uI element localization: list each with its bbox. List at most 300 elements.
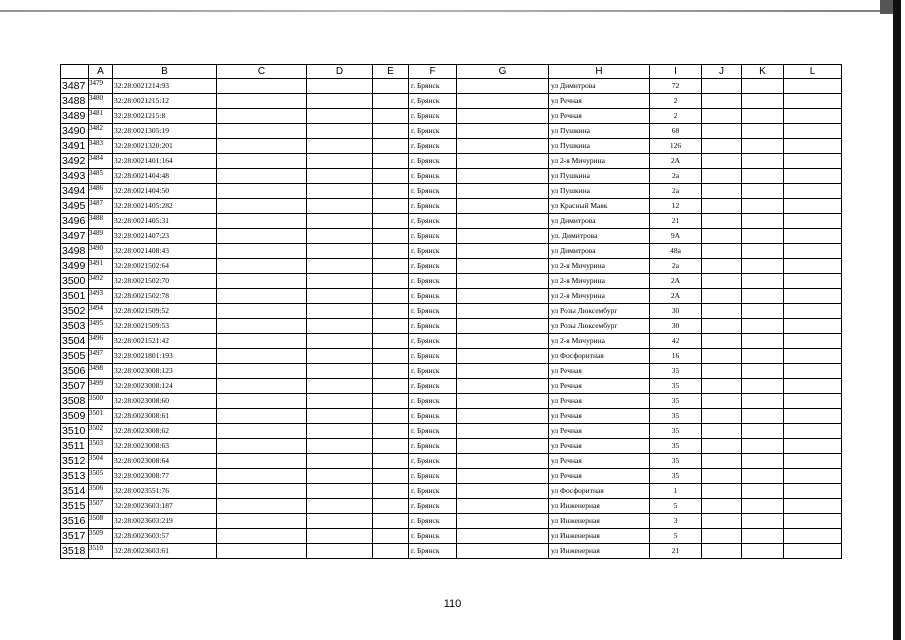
- cell-empty[interactable]: [217, 94, 307, 109]
- column-header[interactable]: G: [457, 65, 549, 79]
- cell-empty[interactable]: [784, 289, 842, 304]
- cell-empty[interactable]: [373, 244, 409, 259]
- cell-empty[interactable]: [373, 304, 409, 319]
- cell-house[interactable]: 2а: [650, 259, 702, 274]
- row-number[interactable]: 3510: [61, 424, 89, 439]
- cell-cadastral-number[interactable]: 32:28:0023008:64: [113, 454, 217, 469]
- cell-empty[interactable]: [702, 274, 742, 289]
- cell-empty[interactable]: [307, 229, 373, 244]
- cell-empty[interactable]: [307, 154, 373, 169]
- column-header[interactable]: E: [373, 65, 409, 79]
- cell-empty[interactable]: [307, 379, 373, 394]
- cell-cadastral-number[interactable]: 32:28:0021405:31: [113, 214, 217, 229]
- cell-empty[interactable]: [457, 514, 549, 529]
- cell-empty[interactable]: [742, 469, 784, 484]
- cell-index[interactable]: 3485: [89, 169, 113, 184]
- cell-empty[interactable]: [457, 289, 549, 304]
- cell-empty[interactable]: [742, 529, 784, 544]
- cell-index[interactable]: 3488: [89, 214, 113, 229]
- cell-empty[interactable]: [742, 274, 784, 289]
- cell-index[interactable]: 3481: [89, 109, 113, 124]
- column-header[interactable]: B: [113, 65, 217, 79]
- cell-empty[interactable]: [307, 94, 373, 109]
- cell-empty[interactable]: [457, 169, 549, 184]
- cell-empty[interactable]: [217, 334, 307, 349]
- cell-empty[interactable]: [217, 409, 307, 424]
- cell-street[interactable]: ул Пушкина: [549, 139, 650, 154]
- cell-street[interactable]: ул Пушкина: [549, 184, 650, 199]
- cell-city[interactable]: г. Брянск: [409, 424, 457, 439]
- cell-index[interactable]: 3500: [89, 394, 113, 409]
- cell-empty[interactable]: [742, 319, 784, 334]
- cell-index[interactable]: 3507: [89, 499, 113, 514]
- cell-street[interactable]: ул Инженерная: [549, 544, 650, 559]
- cell-city[interactable]: г. Брянск: [409, 319, 457, 334]
- cell-empty[interactable]: [217, 484, 307, 499]
- cell-street[interactable]: ул Фосфоритная: [549, 349, 650, 364]
- cell-empty[interactable]: [217, 109, 307, 124]
- cell-city[interactable]: г. Брянск: [409, 124, 457, 139]
- cell-city[interactable]: г. Брянск: [409, 514, 457, 529]
- cell-house[interactable]: 35: [650, 379, 702, 394]
- cell-empty[interactable]: [373, 229, 409, 244]
- cell-index[interactable]: 3480: [89, 94, 113, 109]
- row-number[interactable]: 3514: [61, 484, 89, 499]
- cell-street[interactable]: ул Речная: [549, 469, 650, 484]
- cell-empty[interactable]: [373, 94, 409, 109]
- cell-empty[interactable]: [784, 94, 842, 109]
- cell-cadastral-number[interactable]: 32:28:0023008:61: [113, 409, 217, 424]
- cell-empty[interactable]: [784, 544, 842, 559]
- cell-empty[interactable]: [742, 364, 784, 379]
- cell-empty[interactable]: [217, 199, 307, 214]
- cell-house[interactable]: 126: [650, 139, 702, 154]
- cell-city[interactable]: г. Брянск: [409, 109, 457, 124]
- cell-index[interactable]: 3490: [89, 244, 113, 259]
- column-header[interactable]: A: [89, 65, 113, 79]
- cell-empty[interactable]: [702, 454, 742, 469]
- row-number[interactable]: 3499: [61, 259, 89, 274]
- cell-city[interactable]: г. Брянск: [409, 289, 457, 304]
- cell-empty[interactable]: [784, 499, 842, 514]
- cell-index[interactable]: 3498: [89, 364, 113, 379]
- cell-house[interactable]: 21: [650, 214, 702, 229]
- cell-city[interactable]: г. Брянск: [409, 454, 457, 469]
- cell-city[interactable]: г. Брянск: [409, 184, 457, 199]
- cell-cadastral-number[interactable]: 32:28:0021215:8: [113, 109, 217, 124]
- cell-empty[interactable]: [742, 229, 784, 244]
- row-number[interactable]: 3495: [61, 199, 89, 214]
- cell-index[interactable]: 3502: [89, 424, 113, 439]
- cell-house[interactable]: 35: [650, 454, 702, 469]
- cell-empty[interactable]: [373, 334, 409, 349]
- cell-house[interactable]: 2А: [650, 154, 702, 169]
- cell-city[interactable]: г. Брянск: [409, 394, 457, 409]
- cell-empty[interactable]: [457, 379, 549, 394]
- row-number[interactable]: 3492: [61, 154, 89, 169]
- cell-empty[interactable]: [217, 499, 307, 514]
- cell-city[interactable]: г. Брянск: [409, 139, 457, 154]
- cell-cadastral-number[interactable]: 32:28:0023008:77: [113, 469, 217, 484]
- cell-empty[interactable]: [307, 244, 373, 259]
- row-number[interactable]: 3511: [61, 439, 89, 454]
- cell-cadastral-number[interactable]: 32:28:0021509:53: [113, 319, 217, 334]
- cell-empty[interactable]: [307, 124, 373, 139]
- cell-empty[interactable]: [702, 349, 742, 364]
- cell-city[interactable]: г. Брянск: [409, 484, 457, 499]
- cell-cadastral-number[interactable]: 32:28:0023008:123: [113, 364, 217, 379]
- cell-empty[interactable]: [217, 424, 307, 439]
- cell-empty[interactable]: [702, 244, 742, 259]
- cell-empty[interactable]: [307, 364, 373, 379]
- row-number[interactable]: 3489: [61, 109, 89, 124]
- cell-empty[interactable]: [784, 79, 842, 94]
- cell-cadastral-number[interactable]: 32:28:0021404:50: [113, 184, 217, 199]
- cell-empty[interactable]: [217, 469, 307, 484]
- cell-empty[interactable]: [784, 184, 842, 199]
- cell-index[interactable]: 3506: [89, 484, 113, 499]
- cell-empty[interactable]: [307, 529, 373, 544]
- cell-empty[interactable]: [702, 319, 742, 334]
- cell-empty[interactable]: [307, 199, 373, 214]
- row-number[interactable]: 3502: [61, 304, 89, 319]
- cell-street[interactable]: ул 2-я Мичурина: [549, 274, 650, 289]
- cell-empty[interactable]: [742, 214, 784, 229]
- row-number[interactable]: 3513: [61, 469, 89, 484]
- cell-empty[interactable]: [742, 184, 784, 199]
- cell-cadastral-number[interactable]: 32:28:0021408:43: [113, 244, 217, 259]
- cell-empty[interactable]: [457, 274, 549, 289]
- cell-empty[interactable]: [784, 439, 842, 454]
- cell-cadastral-number[interactable]: 32:28:0023603:61: [113, 544, 217, 559]
- cell-empty[interactable]: [742, 484, 784, 499]
- cell-empty[interactable]: [742, 544, 784, 559]
- cell-street[interactable]: ул 2-я Мичурина: [549, 154, 650, 169]
- cell-empty[interactable]: [457, 304, 549, 319]
- cell-street[interactable]: ул Розы Люксембург: [549, 304, 650, 319]
- cell-empty[interactable]: [742, 514, 784, 529]
- row-number[interactable]: 3497: [61, 229, 89, 244]
- cell-empty[interactable]: [217, 529, 307, 544]
- cell-empty[interactable]: [217, 154, 307, 169]
- row-number[interactable]: 3503: [61, 319, 89, 334]
- cell-city[interactable]: г. Брянск: [409, 214, 457, 229]
- cell-empty[interactable]: [784, 364, 842, 379]
- cell-empty[interactable]: [373, 139, 409, 154]
- cell-empty[interactable]: [373, 154, 409, 169]
- cell-index[interactable]: 3482: [89, 124, 113, 139]
- cell-empty[interactable]: [702, 529, 742, 544]
- cell-street[interactable]: ул Речная: [549, 394, 650, 409]
- cell-empty[interactable]: [784, 169, 842, 184]
- cell-empty[interactable]: [702, 514, 742, 529]
- cell-empty[interactable]: [742, 79, 784, 94]
- cell-empty[interactable]: [457, 319, 549, 334]
- cell-cadastral-number[interactable]: 32:28:0021214:93: [113, 79, 217, 94]
- cell-cadastral-number[interactable]: 32:28:0021320:201: [113, 139, 217, 154]
- row-number[interactable]: 3487: [61, 79, 89, 94]
- cell-empty[interactable]: [307, 499, 373, 514]
- cell-empty[interactable]: [217, 184, 307, 199]
- cell-street[interactable]: ул Речная: [549, 94, 650, 109]
- row-number[interactable]: 3509: [61, 409, 89, 424]
- cell-house[interactable]: 68: [650, 124, 702, 139]
- cell-city[interactable]: г. Брянск: [409, 244, 457, 259]
- cell-city[interactable]: г. Брянск: [409, 439, 457, 454]
- cell-empty[interactable]: [307, 79, 373, 94]
- cell-street[interactable]: ул Красный Маяк: [549, 199, 650, 214]
- cell-cadastral-number[interactable]: 32:28:0021502:70: [113, 274, 217, 289]
- cell-index[interactable]: 3484: [89, 154, 113, 169]
- row-number[interactable]: 3493: [61, 169, 89, 184]
- cell-street[interactable]: ул Речная: [549, 379, 650, 394]
- cell-empty[interactable]: [702, 484, 742, 499]
- cell-empty[interactable]: [784, 454, 842, 469]
- cell-empty[interactable]: [742, 259, 784, 274]
- cell-empty[interactable]: [702, 139, 742, 154]
- row-number[interactable]: 3498: [61, 244, 89, 259]
- cell-empty[interactable]: [373, 289, 409, 304]
- cell-empty[interactable]: [457, 79, 549, 94]
- cell-empty[interactable]: [217, 394, 307, 409]
- cell-index[interactable]: 3483: [89, 139, 113, 154]
- cell-index[interactable]: 3479: [89, 79, 113, 94]
- cell-street[interactable]: ул Пушкина: [549, 124, 650, 139]
- cell-empty[interactable]: [307, 484, 373, 499]
- cell-empty[interactable]: [784, 214, 842, 229]
- cell-empty[interactable]: [702, 154, 742, 169]
- cell-city[interactable]: г. Брянск: [409, 169, 457, 184]
- row-number[interactable]: 3488: [61, 94, 89, 109]
- cell-empty[interactable]: [307, 349, 373, 364]
- cell-empty[interactable]: [784, 274, 842, 289]
- cell-empty[interactable]: [742, 124, 784, 139]
- cell-empty[interactable]: [702, 94, 742, 109]
- cell-house[interactable]: 2А: [650, 274, 702, 289]
- cell-cadastral-number[interactable]: 32:28:0021521:42: [113, 334, 217, 349]
- column-header[interactable]: H: [549, 65, 650, 79]
- row-number[interactable]: 3490: [61, 124, 89, 139]
- row-number[interactable]: 3508: [61, 394, 89, 409]
- cell-empty[interactable]: [457, 139, 549, 154]
- cell-house[interactable]: 1: [650, 484, 702, 499]
- cell-empty[interactable]: [307, 109, 373, 124]
- cell-empty[interactable]: [457, 409, 549, 424]
- cell-empty[interactable]: [307, 259, 373, 274]
- cell-street[interactable]: ул Розы Люксембург: [549, 319, 650, 334]
- cell-empty[interactable]: [784, 469, 842, 484]
- row-number[interactable]: 3512: [61, 454, 89, 469]
- cell-city[interactable]: г. Брянск: [409, 544, 457, 559]
- cell-street[interactable]: ул Речная: [549, 454, 650, 469]
- cell-city[interactable]: г. Брянск: [409, 364, 457, 379]
- cell-city[interactable]: г. Брянск: [409, 349, 457, 364]
- cell-empty[interactable]: [457, 244, 549, 259]
- cell-empty[interactable]: [373, 124, 409, 139]
- cell-house[interactable]: 2а: [650, 184, 702, 199]
- cell-cadastral-number[interactable]: 32:28:0021502:64: [113, 259, 217, 274]
- cell-city[interactable]: г. Брянск: [409, 94, 457, 109]
- cell-empty[interactable]: [457, 214, 549, 229]
- cell-empty[interactable]: [457, 259, 549, 274]
- cell-empty[interactable]: [784, 154, 842, 169]
- cell-street[interactable]: ул Фосфоритная: [549, 484, 650, 499]
- cell-empty[interactable]: [742, 349, 784, 364]
- cell-empty[interactable]: [373, 394, 409, 409]
- cell-empty[interactable]: [702, 409, 742, 424]
- cell-empty[interactable]: [742, 409, 784, 424]
- column-header[interactable]: C: [217, 65, 307, 79]
- cell-index[interactable]: 3487: [89, 199, 113, 214]
- cell-index[interactable]: 3509: [89, 529, 113, 544]
- cell-empty[interactable]: [457, 154, 549, 169]
- cell-cadastral-number[interactable]: 32:28:0021801:193: [113, 349, 217, 364]
- cell-empty[interactable]: [217, 244, 307, 259]
- cell-empty[interactable]: [702, 304, 742, 319]
- cell-empty[interactable]: [742, 154, 784, 169]
- cell-house[interactable]: 9А: [650, 229, 702, 244]
- cell-empty[interactable]: [373, 79, 409, 94]
- cell-empty[interactable]: [784, 199, 842, 214]
- row-number[interactable]: 3501: [61, 289, 89, 304]
- row-number[interactable]: 3517: [61, 529, 89, 544]
- cell-index[interactable]: 3503: [89, 439, 113, 454]
- column-header[interactable]: [61, 65, 89, 79]
- cell-empty[interactable]: [457, 394, 549, 409]
- cell-empty[interactable]: [702, 439, 742, 454]
- cell-empty[interactable]: [702, 214, 742, 229]
- cell-empty[interactable]: [457, 424, 549, 439]
- cell-empty[interactable]: [742, 439, 784, 454]
- cell-empty[interactable]: [373, 274, 409, 289]
- cell-empty[interactable]: [307, 544, 373, 559]
- cell-empty[interactable]: [702, 499, 742, 514]
- cell-empty[interactable]: [457, 94, 549, 109]
- cell-empty[interactable]: [307, 289, 373, 304]
- cell-empty[interactable]: [373, 499, 409, 514]
- cell-house[interactable]: 2: [650, 94, 702, 109]
- cell-empty[interactable]: [702, 469, 742, 484]
- cell-empty[interactable]: [217, 364, 307, 379]
- cell-index[interactable]: 3493: [89, 289, 113, 304]
- cell-city[interactable]: г. Брянск: [409, 154, 457, 169]
- cell-cadastral-number[interactable]: 32:28:0021305:19: [113, 124, 217, 139]
- cell-house[interactable]: 35: [650, 424, 702, 439]
- cell-city[interactable]: г. Брянск: [409, 199, 457, 214]
- cell-street[interactable]: ул. Димитрова: [549, 229, 650, 244]
- cell-empty[interactable]: [373, 184, 409, 199]
- cell-empty[interactable]: [217, 124, 307, 139]
- cell-empty[interactable]: [373, 424, 409, 439]
- cell-empty[interactable]: [457, 184, 549, 199]
- cell-empty[interactable]: [784, 244, 842, 259]
- cell-house[interactable]: 16: [650, 349, 702, 364]
- cell-empty[interactable]: [702, 229, 742, 244]
- cell-empty[interactable]: [784, 229, 842, 244]
- cell-house[interactable]: 35: [650, 409, 702, 424]
- cell-index[interactable]: 3499: [89, 379, 113, 394]
- cell-empty[interactable]: [307, 439, 373, 454]
- cell-empty[interactable]: [784, 514, 842, 529]
- cell-empty[interactable]: [457, 484, 549, 499]
- cell-empty[interactable]: [217, 169, 307, 184]
- row-number[interactable]: 3500: [61, 274, 89, 289]
- cell-empty[interactable]: [742, 304, 784, 319]
- cell-house[interactable]: 21: [650, 544, 702, 559]
- cell-empty[interactable]: [702, 289, 742, 304]
- cell-city[interactable]: г. Брянск: [409, 274, 457, 289]
- column-header[interactable]: I: [650, 65, 702, 79]
- cell-house[interactable]: 35: [650, 394, 702, 409]
- cell-empty[interactable]: [217, 259, 307, 274]
- cell-empty[interactable]: [307, 184, 373, 199]
- cell-empty[interactable]: [742, 499, 784, 514]
- cell-cadastral-number[interactable]: 32:28:0023008:63: [113, 439, 217, 454]
- cell-empty[interactable]: [373, 364, 409, 379]
- cell-empty[interactable]: [742, 394, 784, 409]
- cell-empty[interactable]: [457, 124, 549, 139]
- cell-empty[interactable]: [784, 424, 842, 439]
- cell-empty[interactable]: [784, 409, 842, 424]
- cell-empty[interactable]: [373, 214, 409, 229]
- cell-empty[interactable]: [784, 394, 842, 409]
- cell-empty[interactable]: [742, 199, 784, 214]
- cell-empty[interactable]: [702, 424, 742, 439]
- cell-empty[interactable]: [457, 364, 549, 379]
- cell-city[interactable]: г. Брянск: [409, 469, 457, 484]
- cell-index[interactable]: 3497: [89, 349, 113, 364]
- cell-empty[interactable]: [702, 259, 742, 274]
- cell-empty[interactable]: [457, 199, 549, 214]
- cell-empty[interactable]: [702, 544, 742, 559]
- cell-house[interactable]: 30: [650, 304, 702, 319]
- cell-empty[interactable]: [217, 304, 307, 319]
- cell-empty[interactable]: [784, 334, 842, 349]
- cell-empty[interactable]: [217, 139, 307, 154]
- cell-empty[interactable]: [217, 79, 307, 94]
- cell-empty[interactable]: [702, 124, 742, 139]
- cell-empty[interactable]: [373, 529, 409, 544]
- cell-empty[interactable]: [217, 379, 307, 394]
- cell-house[interactable]: 72: [650, 79, 702, 94]
- row-number[interactable]: 3494: [61, 184, 89, 199]
- cell-index[interactable]: 3508: [89, 514, 113, 529]
- cell-cadastral-number[interactable]: 32:28:0021401:164: [113, 154, 217, 169]
- column-header[interactable]: F: [409, 65, 457, 79]
- cell-empty[interactable]: [742, 109, 784, 124]
- cell-empty[interactable]: [784, 379, 842, 394]
- row-number[interactable]: 3506: [61, 364, 89, 379]
- cell-empty[interactable]: [217, 544, 307, 559]
- column-header[interactable]: D: [307, 65, 373, 79]
- column-header[interactable]: J: [702, 65, 742, 79]
- cell-house[interactable]: 35: [650, 439, 702, 454]
- cell-cadastral-number[interactable]: 32:28:0021407:23: [113, 229, 217, 244]
- row-number[interactable]: 3516: [61, 514, 89, 529]
- cell-street[interactable]: ул Речная: [549, 439, 650, 454]
- cell-cadastral-number[interactable]: 32:28:0021509:52: [113, 304, 217, 319]
- cell-empty[interactable]: [784, 259, 842, 274]
- cell-empty[interactable]: [702, 364, 742, 379]
- cell-empty[interactable]: [784, 529, 842, 544]
- cell-empty[interactable]: [307, 394, 373, 409]
- cell-empty[interactable]: [702, 379, 742, 394]
- cell-empty[interactable]: [307, 139, 373, 154]
- cell-house[interactable]: 5: [650, 499, 702, 514]
- cell-street[interactable]: ул Димитрова: [549, 214, 650, 229]
- cell-empty[interactable]: [702, 79, 742, 94]
- cell-street[interactable]: ул 2-я Мичурина: [549, 259, 650, 274]
